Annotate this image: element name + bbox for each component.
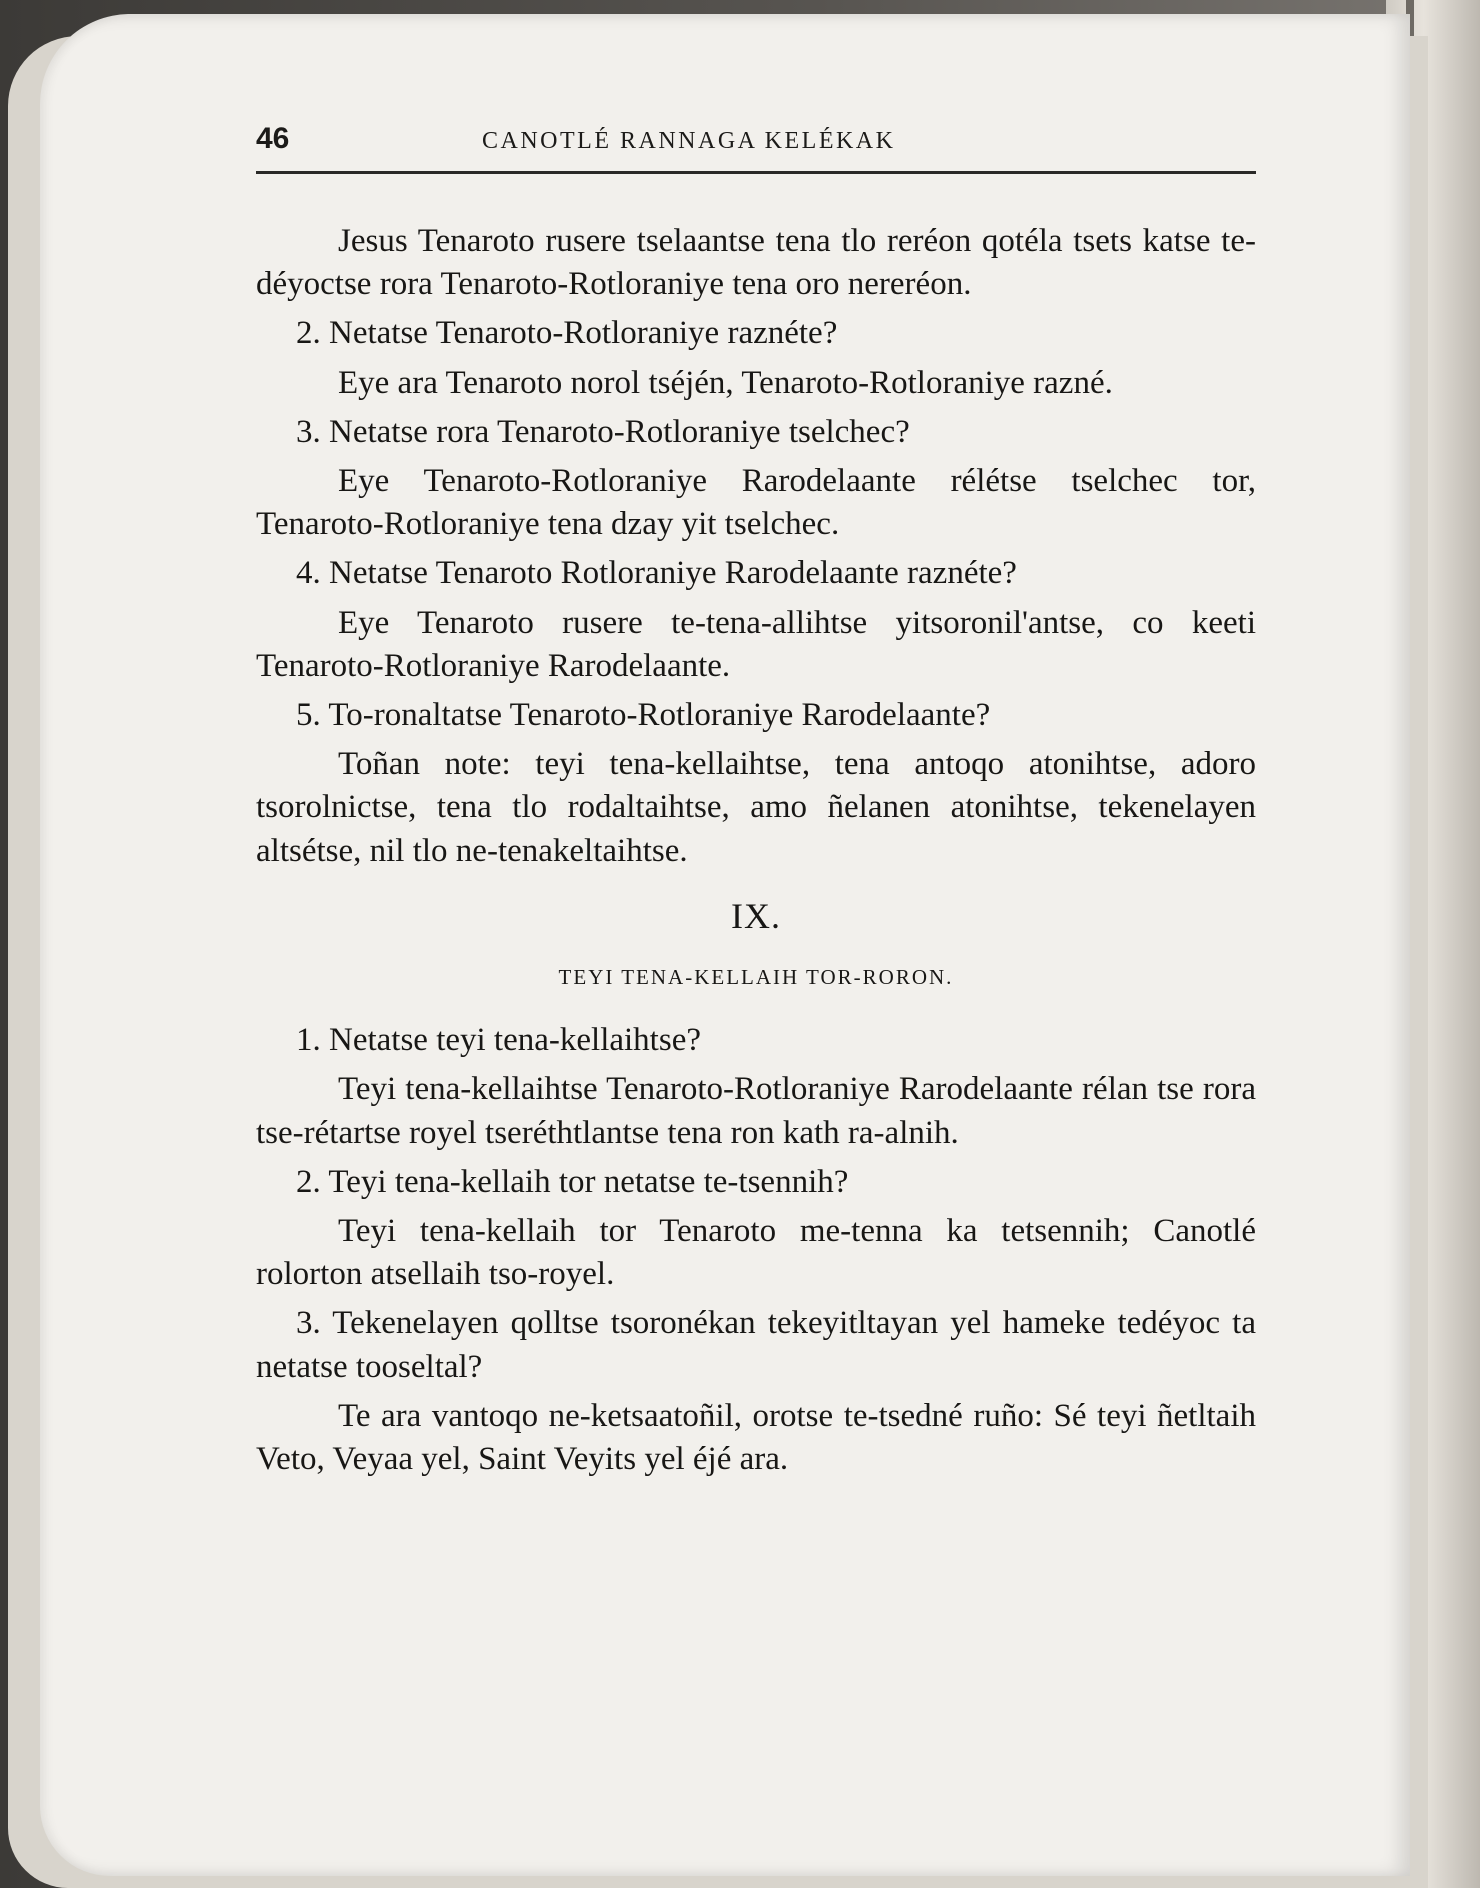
page-body [256, 220, 1256, 1481]
page-number: 46 [256, 122, 290, 155]
page-header [256, 118, 1256, 168]
section-answer-2: Teyi tena-kellaih tor Tenaroto me-tenna ka tetsennih; Canotlé rolorton atsellaih tso-royel. [256, 1213, 1256, 1293]
answer-4: Eye Tenaroto rusere te-tena-allihtse yitsoronil'antse, co keeti Tenaroto-Rotloraniye Rarodelaante. [256, 604, 1256, 684]
section-answer-3: Te ara vantoqo ne-ketsaatoñil, orotse te-tsedné ruño: Sé teyi ñetltaih Veto, Veyaa yel, Saint Veyits yel éjé ara. [256, 1397, 1256, 1478]
section-question-3: 3. Tekenelayen qolltse tsoronékan tekeyitltayan yel hameke tedéyoc ta netatse tooseltal? [256, 1305, 1256, 1385]
section-numeral: IX. [731, 895, 781, 936]
question-5: 5. To-ronaltatse Tenaroto-Rotloraniye Rarodelaante? [296, 697, 991, 734]
running-title: CANOTLÉ RANNAGA KELÉKAK [482, 128, 896, 154]
question-4: 4. Netatse Tenaroto Rotloraniye Rarodelaante raznéte? [296, 555, 1017, 592]
question-3: 3. Netatse rora Tenaroto-Rotloraniye tselchec? [296, 413, 910, 450]
answer-5: Toñan note: teyi tena-kellaihtse, tena antoqo atonihtse, adoro tsorolnictse, tena tlo rodaltaihtse, amo ñelanen atonihtse, tekenelayen altsétse, nil tlo ne-tenakeltaihtse. [256, 746, 1256, 869]
question-2: 2. Netatse Tenaroto-Rotloraniye raznéte? [296, 315, 838, 352]
answer-3: Eye Tenaroto-Rotloraniye Rarodelaante rélétse tselchec tor, Tenaroto-Rotloraniye tena dzay yit tselchec. [256, 463, 1256, 543]
section-question-1: 1. Netatse teyi tena-kellaihtse? [296, 1022, 701, 1059]
intro-paragraph: Jesus Tenaroto rusere tselaantse tena tlo reréon qotéla tsets katse te-déyoctse rora Tenaroto-Rotloraniye tena oro nereréon. [256, 223, 1256, 303]
header-rule [256, 171, 1256, 174]
section-title: TEYI TENA-KELLAIH TOR-RORON. [558, 965, 954, 990]
section-answer-1: Teyi tena-kellaihtse Tenaroto-Rotloraniye Rarodelaante rélan tse rora tse-rétartse royel tseréthtlantse tena ron kath ra-alnih. [256, 1071, 1256, 1151]
answer-2: Eye ara Tenaroto norol tséjén, Tenaroto-Rotloraniye razné. [338, 364, 1113, 401]
section-question-2: 2. Teyi tena-kellaih tor netatse te-tsennih? [296, 1163, 849, 1200]
